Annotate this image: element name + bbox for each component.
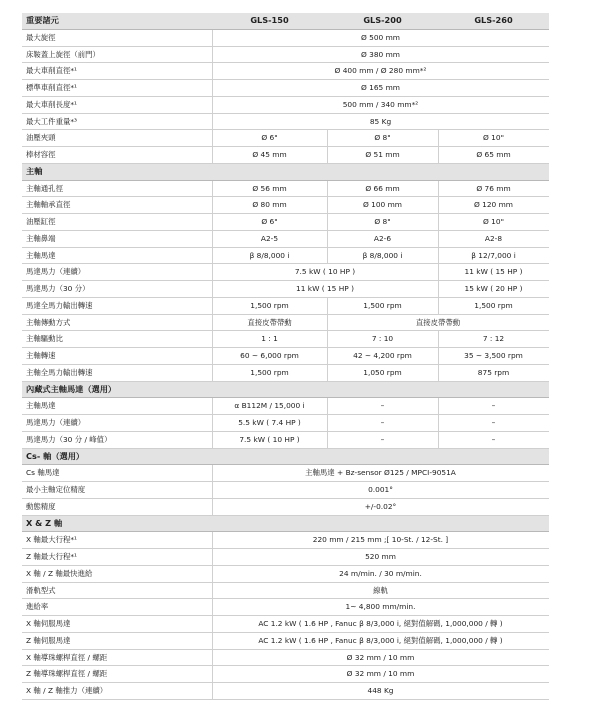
- model-header-gls-200: GLS-200: [363, 15, 402, 25]
- spec-label: X 軸 / Z 軸推力（連續）: [26, 686, 108, 695]
- spec-value: Ø 10": [483, 133, 504, 143]
- spec-value: Ø 100 mm: [362, 200, 403, 210]
- spec-value: 7 : 12: [482, 334, 505, 344]
- spec-value: –: [380, 434, 385, 444]
- spec-value: 15 kW ( 20 HP ): [464, 284, 523, 293]
- spec-value: Ø 76 mm: [476, 183, 511, 193]
- section-title: 內藏式主軸馬達（選用）: [26, 383, 117, 394]
- spec-value: 7 : 10: [371, 334, 394, 344]
- spec-value: Ø 165 mm: [360, 83, 401, 92]
- spec-value: Ø 120 mm: [473, 200, 514, 210]
- spec-row: [22, 633, 549, 650]
- spec-row: [22, 281, 549, 298]
- spec-row: [22, 499, 549, 516]
- spec-row: [22, 63, 549, 80]
- spec-label: X 軸最大行程*¹: [26, 535, 78, 545]
- spec-value: Ø 80 mm: [252, 200, 287, 210]
- spec-value: 1~ 4,800 mm/min.: [345, 602, 416, 612]
- spec-label: 主軸全馬力輸出轉速: [26, 367, 93, 377]
- spec-row: [22, 599, 549, 616]
- spec-label: 馬達馬力（連續）: [26, 267, 86, 277]
- section-header: [22, 516, 549, 533]
- section-title: X & Z 軸: [26, 517, 63, 528]
- section-header: [22, 164, 549, 181]
- spec-label: 標準車削直徑*¹: [26, 83, 78, 92]
- spec-value: β 8/8,000 i: [249, 250, 290, 260]
- model-header-gls-260: GLS-260: [474, 15, 513, 25]
- spec-value: Ø 10": [483, 217, 504, 226]
- spec-row: [22, 365, 549, 382]
- spec-value: 7.5 kW ( 10 HP ): [239, 434, 300, 444]
- section-title: 主軸: [26, 165, 43, 176]
- spec-value: 線軌: [373, 585, 388, 595]
- spec-value: Ø 8": [374, 217, 391, 226]
- spec-value: 直接皮帶帶動: [247, 317, 292, 327]
- spec-row: [22, 181, 549, 198]
- spec-row: [22, 650, 549, 667]
- spec-value: Ø 400 mm / Ø 280 mm*²: [334, 66, 427, 76]
- spec-label: Z 軸伺服馬達: [26, 635, 71, 645]
- spec-value: 直接皮帶帶動: [415, 317, 461, 327]
- spec-value: +/-0.02°: [364, 501, 397, 511]
- spec-row: [22, 214, 549, 231]
- spec-rows: [22, 30, 549, 700]
- spec-value: 42 ~ 4,200 rpm: [353, 351, 412, 360]
- spec-label: 主軸馬達: [26, 401, 56, 411]
- spec-label: X 軸導珠螺桿直徑 / 螺距: [26, 652, 108, 662]
- spec-row: [22, 147, 549, 164]
- spec-value: Ø 6": [261, 133, 278, 143]
- spec-value: Ø 51 mm: [365, 150, 400, 159]
- spec-row: [22, 532, 549, 549]
- spec-value: Ø 56 mm: [252, 183, 287, 193]
- spec-row: [22, 465, 549, 482]
- section-header: [22, 449, 549, 466]
- spec-label: 主軸傳動方式: [26, 317, 71, 327]
- spec-row: [22, 30, 549, 47]
- spec-row: [22, 114, 549, 131]
- spec-value: 0.001°: [368, 485, 393, 494]
- spec-row: [22, 348, 549, 365]
- spec-value: A2-5: [260, 233, 279, 243]
- spec-row: [22, 683, 549, 700]
- spec-value: –: [491, 434, 496, 444]
- spec-label: 主軸轉速: [26, 351, 56, 360]
- spec-label: 最小主軸定位精度: [26, 485, 86, 494]
- spec-value: 11 kW ( 15 HP ): [296, 284, 354, 293]
- spec-value: Ø 380 mm: [360, 49, 401, 59]
- spec-value: 875 rpm: [477, 367, 510, 377]
- spec-value: AC 1.2 kW ( 1.6 HP , Fanuc β 8/3,000 i, 絕對值解碼, 1,000,000 / 轉 ): [258, 635, 503, 645]
- spec-row: [22, 398, 549, 415]
- spec-value: 5.5 kW ( 7.4 HP ): [238, 418, 301, 427]
- spec-value: Ø 32 mm / 10 mm: [346, 669, 415, 679]
- spec-value: Ø 66 mm: [365, 183, 400, 193]
- spec-label: 最大車削直徑*¹: [26, 66, 78, 76]
- spec-label: 主軸鼻端: [26, 233, 56, 243]
- spec-value: 60 ~ 6,000 rpm: [240, 351, 299, 360]
- spec-value: β 12/7,000 i: [471, 250, 516, 260]
- spec-value: Ø 6": [261, 217, 278, 226]
- spec-label: X 軸伺服馬達: [26, 619, 71, 628]
- spec-row: [22, 80, 549, 97]
- section-title: Cs- 軸（選用）: [26, 450, 85, 461]
- spec-label: 主軸通孔徑: [26, 183, 63, 193]
- spec-value: 220 mm / 215 mm ;[ 10-St. / 12-St. ]: [312, 535, 449, 545]
- spec-label: 馬達馬力（連續）: [26, 418, 86, 427]
- spec-value: β 8/8,000 i: [362, 250, 403, 260]
- spec-value: 1 : 1: [261, 334, 278, 344]
- spec-value: Ø 65 mm: [476, 150, 511, 159]
- spec-value: 1,500 rpm: [474, 300, 513, 310]
- spec-label: X 軸 / Z 軸最快進給: [26, 568, 93, 578]
- spec-label: 主軸驅動比: [26, 334, 63, 344]
- spec-value: 448 Kg: [367, 686, 394, 695]
- spec-row: [22, 315, 549, 332]
- spec-value: 85 Kg: [369, 116, 392, 126]
- spec-label: 床鞍蓋上旋徑（前門）: [26, 49, 100, 59]
- spec-value: AC 1.2 kW ( 1.6 HP , Fanuc β 8/3,000 i, 絕對值解碼, 1,000,000 / 轉 ): [258, 619, 503, 628]
- spec-value: 500 mm / 340 mm*²: [342, 99, 419, 109]
- spec-label: 棒材容徑: [26, 150, 56, 159]
- spec-row: [22, 130, 549, 147]
- spec-row: [22, 331, 549, 348]
- spec-row: [22, 432, 549, 449]
- spec-label: 最大車削長度*¹: [26, 99, 78, 109]
- spec-value: 24 m/min. / 30 m/min.: [339, 568, 422, 578]
- spec-label: 動態精度: [26, 501, 56, 511]
- spec-row: [22, 197, 549, 214]
- spec-label: 主軸軸承直徑: [26, 200, 71, 210]
- spec-label: 主軸馬達: [26, 250, 56, 260]
- table-title: 重要諸元: [26, 15, 59, 25]
- spec-label: 馬達全馬力輸出轉速: [26, 300, 93, 310]
- spec-value: Ø 32 mm / 10 mm: [346, 652, 415, 662]
- spec-row: [22, 415, 549, 432]
- spec-value: A2-8: [484, 233, 503, 243]
- spec-value: 7.5 kW ( 10 HP ): [294, 267, 356, 277]
- spec-value: α B112M / 15,000 i: [234, 401, 305, 411]
- table-header: [22, 13, 549, 30]
- spec-row: [22, 549, 549, 566]
- spec-label: 最大工件重量*³: [26, 116, 78, 126]
- spec-row: [22, 566, 549, 583]
- spec-value: 1,500 rpm: [363, 300, 402, 310]
- spec-value: 520 mm: [365, 552, 396, 561]
- spec-value: 35 ~ 3,500 rpm: [464, 351, 523, 360]
- spec-label: Cs 軸馬達: [26, 468, 60, 478]
- spec-value: 1,500 rpm: [250, 367, 289, 377]
- spec-label: 油壓夾頭: [26, 133, 56, 143]
- spec-table: [22, 13, 549, 700]
- spec-label: 進給率: [26, 602, 49, 612]
- spec-row: [22, 231, 549, 248]
- spec-value: 主軸馬達 + Bz-sensor Ø125 / MPCI-9051A: [305, 468, 456, 478]
- spec-value: –: [491, 418, 496, 427]
- spec-label: 滑軌型式: [26, 585, 56, 595]
- spec-row: [22, 47, 549, 64]
- section-header: [22, 382, 549, 399]
- spec-row: [22, 298, 549, 315]
- spec-value: Ø 500 mm: [360, 32, 401, 42]
- spec-value: –: [380, 401, 385, 411]
- spec-value: 1,050 rpm: [363, 367, 402, 377]
- spec-row: [22, 264, 549, 281]
- spec-value: –: [491, 401, 496, 411]
- spec-value: Ø 45 mm: [252, 150, 287, 159]
- spec-value: Ø 8": [374, 133, 391, 143]
- spec-label: 馬達馬力（30 分 / 峰值）: [26, 434, 112, 444]
- spec-value: –: [380, 418, 385, 427]
- spec-label: 馬達馬力（30 分）: [26, 284, 90, 293]
- spec-row: [22, 666, 549, 683]
- spec-row: [22, 97, 549, 114]
- spec-label: 最大旋徑: [26, 32, 56, 42]
- spec-label: Z 軸導珠螺桿直徑 / 螺距: [26, 669, 108, 679]
- spec-row: [22, 583, 549, 600]
- spec-row: [22, 616, 549, 633]
- spec-label: 油壓缸徑: [26, 217, 56, 226]
- spec-value: 1,500 rpm: [250, 300, 289, 310]
- spec-row: [22, 248, 549, 265]
- spec-value: 11 kW ( 15 HP ): [464, 267, 523, 277]
- spec-label: Z 軸最大行程*¹: [26, 552, 78, 561]
- spec-value: A2-6: [373, 233, 392, 243]
- model-header-gls-150: GLS-150: [250, 15, 289, 25]
- spec-row: [22, 482, 549, 499]
